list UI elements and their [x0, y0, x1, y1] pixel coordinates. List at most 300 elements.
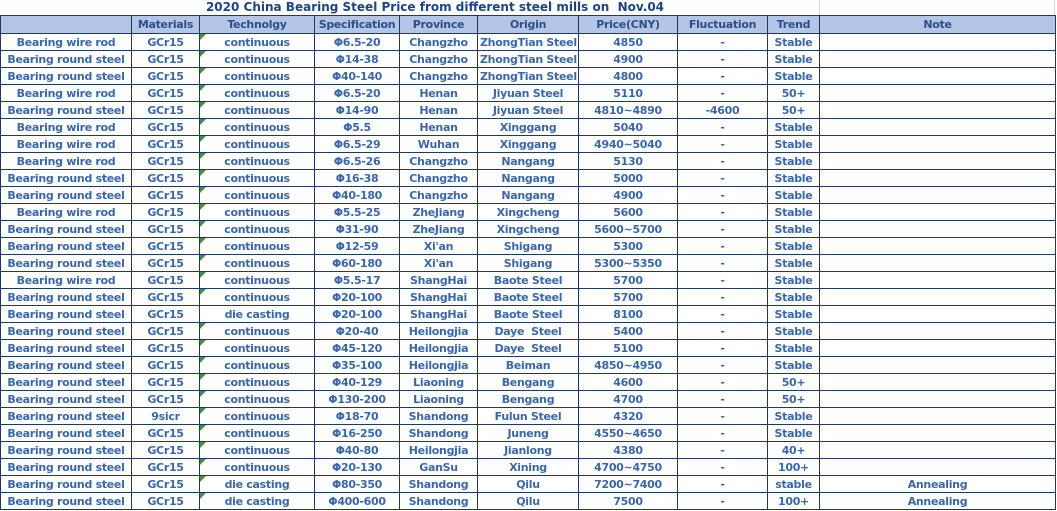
cell-origin[interactable]	[478, 425, 579, 442]
cell-fluctuation[interactable]	[678, 51, 768, 68]
cell-trend[interactable]	[768, 119, 820, 136]
cell-province[interactable]	[400, 357, 478, 374]
cell-trend[interactable]	[768, 425, 820, 442]
cell-price[interactable]	[579, 493, 678, 510]
cell-technology[interactable]	[200, 153, 315, 170]
cell-province[interactable]	[400, 68, 478, 85]
cell-materials[interactable]	[132, 136, 200, 153]
cell-materials[interactable]	[132, 119, 200, 136]
cell-fluctuation[interactable]	[678, 425, 768, 442]
cell-product[interactable]	[1, 323, 132, 340]
cell-product[interactable]	[1, 238, 132, 255]
cell-technology[interactable]	[200, 476, 315, 493]
cell-specification[interactable]	[315, 119, 400, 136]
cell-trend[interactable]	[768, 187, 820, 204]
cell-trend[interactable]	[768, 476, 820, 493]
cell-price[interactable]	[579, 442, 678, 459]
cell-province[interactable]	[400, 102, 478, 119]
cell-specification[interactable]	[315, 340, 400, 357]
cell-trend[interactable]	[768, 255, 820, 272]
cell-fluctuation[interactable]	[678, 306, 768, 323]
cell-technology[interactable]	[200, 340, 315, 357]
cell-price[interactable]	[579, 170, 678, 187]
cell-product[interactable]	[1, 221, 132, 238]
cell-origin[interactable]	[478, 323, 579, 340]
cell-price[interactable]	[579, 51, 678, 68]
cell-note[interactable]	[820, 425, 1056, 442]
cell-technology[interactable]	[200, 238, 315, 255]
cell-trend[interactable]	[768, 442, 820, 459]
header-product[interactable]	[1, 16, 132, 34]
cell-specification[interactable]	[315, 493, 400, 510]
cell-province[interactable]	[400, 170, 478, 187]
cell-materials[interactable]	[132, 357, 200, 374]
cell-technology[interactable]	[200, 34, 315, 51]
cell-province[interactable]	[400, 374, 478, 391]
cell-trend[interactable]	[768, 170, 820, 187]
cell-materials[interactable]	[132, 238, 200, 255]
cell-province[interactable]	[400, 136, 478, 153]
cell-text: Bearing round steel	[7, 290, 125, 304]
cell-province[interactable]	[400, 85, 478, 102]
cell-fluctuation[interactable]	[678, 85, 768, 102]
cell-province[interactable]	[400, 391, 478, 408]
cell-note[interactable]	[820, 340, 1056, 357]
cell-trend[interactable]	[768, 51, 820, 68]
cell-technology[interactable]	[200, 459, 315, 476]
cell-price[interactable]	[579, 289, 678, 306]
cell-origin[interactable]	[478, 442, 579, 459]
cell-product[interactable]	[1, 170, 132, 187]
cell-origin[interactable]	[478, 306, 579, 323]
cell-specification[interactable]	[315, 289, 400, 306]
cell-product[interactable]	[1, 425, 132, 442]
cell-product[interactable]	[1, 204, 132, 221]
cell-origin[interactable]	[478, 357, 579, 374]
cell-specification[interactable]	[315, 459, 400, 476]
cell-origin[interactable]	[478, 476, 579, 493]
cell-product[interactable]	[1, 272, 132, 289]
cell-note[interactable]	[820, 408, 1056, 425]
cell-note[interactable]	[820, 476, 1056, 493]
cell-materials[interactable]	[132, 34, 200, 51]
cell-trend[interactable]	[768, 136, 820, 153]
cell-note[interactable]	[820, 34, 1056, 51]
cell-specification[interactable]	[315, 204, 400, 221]
cell-technology[interactable]	[200, 306, 315, 323]
header-materials[interactable]: Materials	[132, 16, 200, 34]
cell-note[interactable]	[820, 119, 1056, 136]
cell-specification[interactable]	[315, 238, 400, 255]
cell-materials[interactable]	[132, 442, 200, 459]
cell-materials[interactable]	[132, 272, 200, 289]
cell-fluctuation[interactable]	[678, 442, 768, 459]
cell-materials[interactable]	[132, 459, 200, 476]
cell-materials[interactable]	[132, 306, 200, 323]
cell-technology[interactable]	[200, 221, 315, 238]
cell-price[interactable]	[579, 459, 678, 476]
cell-technology[interactable]	[200, 391, 315, 408]
cell-materials[interactable]	[132, 493, 200, 510]
cell-province[interactable]	[400, 238, 478, 255]
cell-province[interactable]	[400, 442, 478, 459]
cell-trend[interactable]	[768, 323, 820, 340]
cell-price[interactable]	[579, 204, 678, 221]
cell-origin[interactable]	[478, 238, 579, 255]
cell-price[interactable]	[579, 425, 678, 442]
cell-product[interactable]	[1, 153, 132, 170]
cell-note[interactable]	[820, 255, 1056, 272]
cell-note[interactable]	[820, 204, 1056, 221]
cell-note[interactable]	[820, 85, 1056, 102]
cell-technology[interactable]	[200, 102, 315, 119]
cell-note[interactable]	[820, 68, 1056, 85]
cell-materials[interactable]	[132, 391, 200, 408]
cell-technology[interactable]	[200, 170, 315, 187]
cell-price[interactable]	[579, 476, 678, 493]
cell-specification[interactable]	[315, 221, 400, 238]
cell-materials[interactable]	[132, 204, 200, 221]
cell-materials[interactable]	[132, 153, 200, 170]
cell-fluctuation[interactable]	[678, 459, 768, 476]
cell-product[interactable]	[1, 136, 132, 153]
cell-specification[interactable]	[315, 34, 400, 51]
cell-text: Daye Steel	[494, 324, 562, 338]
cell-fluctuation[interactable]	[678, 204, 768, 221]
cell-specification[interactable]	[315, 391, 400, 408]
cell-price[interactable]	[579, 136, 678, 153]
cell-materials[interactable]	[132, 68, 200, 85]
cell-trend[interactable]	[768, 68, 820, 85]
cell-trend[interactable]	[768, 493, 820, 510]
cell-fluctuation[interactable]	[678, 408, 768, 425]
cell-product[interactable]	[1, 255, 132, 272]
cell-product[interactable]	[1, 68, 132, 85]
cell-province[interactable]	[400, 306, 478, 323]
cell-price[interactable]	[579, 374, 678, 391]
cell-fluctuation[interactable]	[678, 187, 768, 204]
cell-note[interactable]	[820, 289, 1056, 306]
cell-price[interactable]	[579, 408, 678, 425]
cell-specification[interactable]	[315, 170, 400, 187]
cell-text: Jianlong	[504, 443, 552, 457]
cell-note[interactable]	[820, 459, 1056, 476]
cell-product[interactable]	[1, 493, 132, 510]
cell-product[interactable]	[1, 357, 132, 374]
cell-materials[interactable]	[132, 374, 200, 391]
cell-text: Stable	[774, 256, 813, 270]
cell-technology[interactable]	[200, 272, 315, 289]
cell-price[interactable]	[579, 272, 678, 289]
header-fluctuation[interactable]: Fluctuation	[678, 16, 768, 34]
cell-origin[interactable]	[478, 255, 579, 272]
cell-technology[interactable]	[200, 119, 315, 136]
cell-technology[interactable]	[200, 442, 315, 459]
cell-note[interactable]	[820, 323, 1056, 340]
cell-trend[interactable]	[768, 459, 820, 476]
cell-product[interactable]	[1, 459, 132, 476]
cell-province[interactable]	[400, 476, 478, 493]
cell-origin[interactable]	[478, 51, 579, 68]
cell-trend[interactable]	[768, 272, 820, 289]
cell-fluctuation[interactable]	[678, 34, 768, 51]
cell-trend[interactable]	[768, 221, 820, 238]
cell-materials[interactable]	[132, 289, 200, 306]
header-province[interactable]: Province	[400, 16, 478, 34]
cell-specification[interactable]	[315, 153, 400, 170]
cell-origin[interactable]	[478, 221, 579, 238]
header-trend[interactable]: Trend	[768, 16, 820, 34]
cell-trend[interactable]	[768, 204, 820, 221]
cell-note[interactable]	[820, 51, 1056, 68]
cell-province[interactable]	[400, 323, 478, 340]
cell-price[interactable]	[579, 238, 678, 255]
cell-trend[interactable]	[768, 408, 820, 425]
cell-origin[interactable]	[478, 136, 579, 153]
cell-specification[interactable]	[315, 476, 400, 493]
cell-price[interactable]	[579, 255, 678, 272]
cell-province[interactable]	[400, 255, 478, 272]
cell-fluctuation[interactable]	[678, 255, 768, 272]
cell-price[interactable]	[579, 357, 678, 374]
cell-specification[interactable]	[315, 102, 400, 119]
cell-origin[interactable]	[478, 34, 579, 51]
cell-note[interactable]	[820, 374, 1056, 391]
cell-origin[interactable]	[478, 340, 579, 357]
cell-origin[interactable]	[478, 374, 579, 391]
cell-province[interactable]	[400, 493, 478, 510]
cell-note[interactable]	[820, 136, 1056, 153]
cell-fluctuation[interactable]	[678, 323, 768, 340]
cell-fluctuation[interactable]	[678, 340, 768, 357]
cell-origin[interactable]	[478, 459, 579, 476]
cell-trend[interactable]	[768, 102, 820, 119]
cell-product[interactable]	[1, 187, 132, 204]
cell-note[interactable]	[820, 153, 1056, 170]
cell-text: GCr15	[147, 392, 184, 406]
cell-materials[interactable]	[132, 85, 200, 102]
cell-technology[interactable]	[200, 408, 315, 425]
cell-price[interactable]	[579, 85, 678, 102]
cell-fluctuation[interactable]	[678, 68, 768, 85]
cell-trend[interactable]	[768, 340, 820, 357]
cell-text: Shandong	[408, 409, 469, 423]
cell-specification[interactable]	[315, 255, 400, 272]
cell-province[interactable]	[400, 204, 478, 221]
cell-origin[interactable]	[478, 272, 579, 289]
cell-province[interactable]	[400, 425, 478, 442]
cell-trend[interactable]	[768, 153, 820, 170]
cell-product[interactable]	[1, 289, 132, 306]
cell-product[interactable]	[1, 51, 132, 68]
cell-specification[interactable]	[315, 408, 400, 425]
cell-origin[interactable]	[478, 85, 579, 102]
cell-materials[interactable]	[132, 187, 200, 204]
cell-product[interactable]	[1, 476, 132, 493]
cell-note[interactable]	[820, 170, 1056, 187]
cell-materials[interactable]	[132, 102, 200, 119]
cell-province[interactable]	[400, 34, 478, 51]
cell-text: -	[720, 375, 725, 389]
cell-origin[interactable]	[478, 391, 579, 408]
cell-province[interactable]	[400, 408, 478, 425]
cell-price[interactable]	[579, 340, 678, 357]
cell-specification[interactable]	[315, 442, 400, 459]
cell-materials[interactable]	[132, 170, 200, 187]
cell-trend[interactable]	[768, 238, 820, 255]
cell-origin[interactable]	[478, 68, 579, 85]
cell-text: Heilongjia	[408, 341, 469, 355]
cell-province[interactable]	[400, 51, 478, 68]
cell-product[interactable]	[1, 374, 132, 391]
cell-technology[interactable]	[200, 51, 315, 68]
cell-note[interactable]	[820, 272, 1056, 289]
cell-price[interactable]	[579, 221, 678, 238]
cell-price[interactable]	[579, 323, 678, 340]
cell-trend[interactable]	[768, 306, 820, 323]
cell-fluctuation[interactable]	[678, 170, 768, 187]
cell-province[interactable]	[400, 187, 478, 204]
cell-fluctuation[interactable]	[678, 476, 768, 493]
cell-price[interactable]	[579, 153, 678, 170]
cell-price[interactable]	[579, 34, 678, 51]
cell-technology[interactable]	[200, 357, 315, 374]
cell-product[interactable]	[1, 306, 132, 323]
cell-note[interactable]	[820, 306, 1056, 323]
cell-price[interactable]	[579, 306, 678, 323]
cell-note[interactable]	[820, 221, 1056, 238]
cell-technology[interactable]	[200, 136, 315, 153]
cell-product[interactable]	[1, 85, 132, 102]
cell-price[interactable]	[579, 102, 678, 119]
cell-note[interactable]	[820, 187, 1056, 204]
cell-product[interactable]	[1, 408, 132, 425]
cell-materials[interactable]	[132, 255, 200, 272]
cell-origin[interactable]	[478, 170, 579, 187]
cell-origin[interactable]	[478, 153, 579, 170]
header-price[interactable]: Price(CNY)	[579, 16, 678, 34]
cell-specification[interactable]	[315, 323, 400, 340]
cell-trend[interactable]	[768, 85, 820, 102]
cell-trend[interactable]	[768, 34, 820, 51]
cell-technology[interactable]	[200, 85, 315, 102]
cell-trend[interactable]	[768, 374, 820, 391]
cell-origin[interactable]	[478, 408, 579, 425]
cell-text: Stable	[774, 409, 813, 423]
cell-technology[interactable]	[200, 493, 315, 510]
cell-province[interactable]	[400, 289, 478, 306]
cell-price[interactable]	[579, 68, 678, 85]
cell-product[interactable]	[1, 119, 132, 136]
cell-province[interactable]	[400, 272, 478, 289]
header-origin[interactable]: Origin	[478, 16, 579, 34]
cell-product[interactable]	[1, 340, 132, 357]
cell-technology[interactable]	[200, 289, 315, 306]
cell-technology[interactable]	[200, 187, 315, 204]
cell-specification[interactable]	[315, 306, 400, 323]
cell-technology[interactable]	[200, 204, 315, 221]
cell-technology[interactable]	[200, 68, 315, 85]
cell-product[interactable]	[1, 442, 132, 459]
cell-note[interactable]	[820, 391, 1056, 408]
cell-fluctuation[interactable]	[678, 238, 768, 255]
cell-fluctuation[interactable]	[678, 102, 768, 119]
cell-specification[interactable]	[315, 187, 400, 204]
header-specification[interactable]: Specification	[315, 16, 400, 34]
cell-fluctuation[interactable]	[678, 493, 768, 510]
header-note[interactable]: Note	[820, 16, 1056, 34]
cell-fluctuation[interactable]	[678, 153, 768, 170]
cell-materials[interactable]	[132, 425, 200, 442]
cell-specification[interactable]	[315, 374, 400, 391]
cell-specification[interactable]	[315, 51, 400, 68]
cell-trend[interactable]	[768, 289, 820, 306]
cell-province[interactable]	[400, 221, 478, 238]
cell-specification[interactable]	[315, 272, 400, 289]
cell-product[interactable]	[1, 34, 132, 51]
cell-technology[interactable]	[200, 374, 315, 391]
cell-origin[interactable]	[478, 119, 579, 136]
cell-origin[interactable]	[478, 102, 579, 119]
cell-fluctuation[interactable]	[678, 272, 768, 289]
cell-fluctuation[interactable]	[678, 357, 768, 374]
cell-origin[interactable]	[478, 204, 579, 221]
cell-province[interactable]	[400, 340, 478, 357]
cell-materials[interactable]	[132, 408, 200, 425]
cell-fluctuation[interactable]	[678, 374, 768, 391]
cell-province[interactable]	[400, 153, 478, 170]
cell-specification[interactable]	[315, 85, 400, 102]
cell-specification[interactable]	[315, 425, 400, 442]
cell-province[interactable]	[400, 459, 478, 476]
cell-technology[interactable]	[200, 255, 315, 272]
cell-note[interactable]	[820, 442, 1056, 459]
cell-technology[interactable]	[200, 323, 315, 340]
cell-fluctuation[interactable]	[678, 119, 768, 136]
cell-province[interactable]	[400, 119, 478, 136]
cell-fluctuation[interactable]	[678, 221, 768, 238]
cell-materials[interactable]	[132, 323, 200, 340]
cell-trend[interactable]	[768, 357, 820, 374]
cell-fluctuation[interactable]	[678, 391, 768, 408]
cell-text: 50+	[781, 103, 806, 117]
cell-materials[interactable]	[132, 51, 200, 68]
cell-product[interactable]	[1, 391, 132, 408]
cell-materials[interactable]	[132, 476, 200, 493]
cell-note[interactable]	[820, 238, 1056, 255]
cell-trend[interactable]	[768, 391, 820, 408]
cell-materials[interactable]	[132, 221, 200, 238]
header-technology[interactable]: Technolgy	[200, 16, 315, 34]
cell-specification[interactable]	[315, 357, 400, 374]
cell-specification[interactable]	[315, 68, 400, 85]
cell-note[interactable]	[820, 102, 1056, 119]
cell-specification[interactable]	[315, 136, 400, 153]
cell-note[interactable]	[820, 357, 1056, 374]
cell-origin[interactable]	[478, 187, 579, 204]
cell-price[interactable]	[579, 391, 678, 408]
cell-price[interactable]	[579, 119, 678, 136]
cell-note[interactable]	[820, 493, 1056, 510]
cell-technology[interactable]	[200, 425, 315, 442]
cell-price[interactable]	[579, 187, 678, 204]
cell-origin[interactable]	[478, 289, 579, 306]
cell-product[interactable]	[1, 102, 132, 119]
cell-fluctuation[interactable]	[678, 136, 768, 153]
cell-origin[interactable]	[478, 493, 579, 510]
cell-fluctuation[interactable]	[678, 289, 768, 306]
cell-materials[interactable]	[132, 340, 200, 357]
